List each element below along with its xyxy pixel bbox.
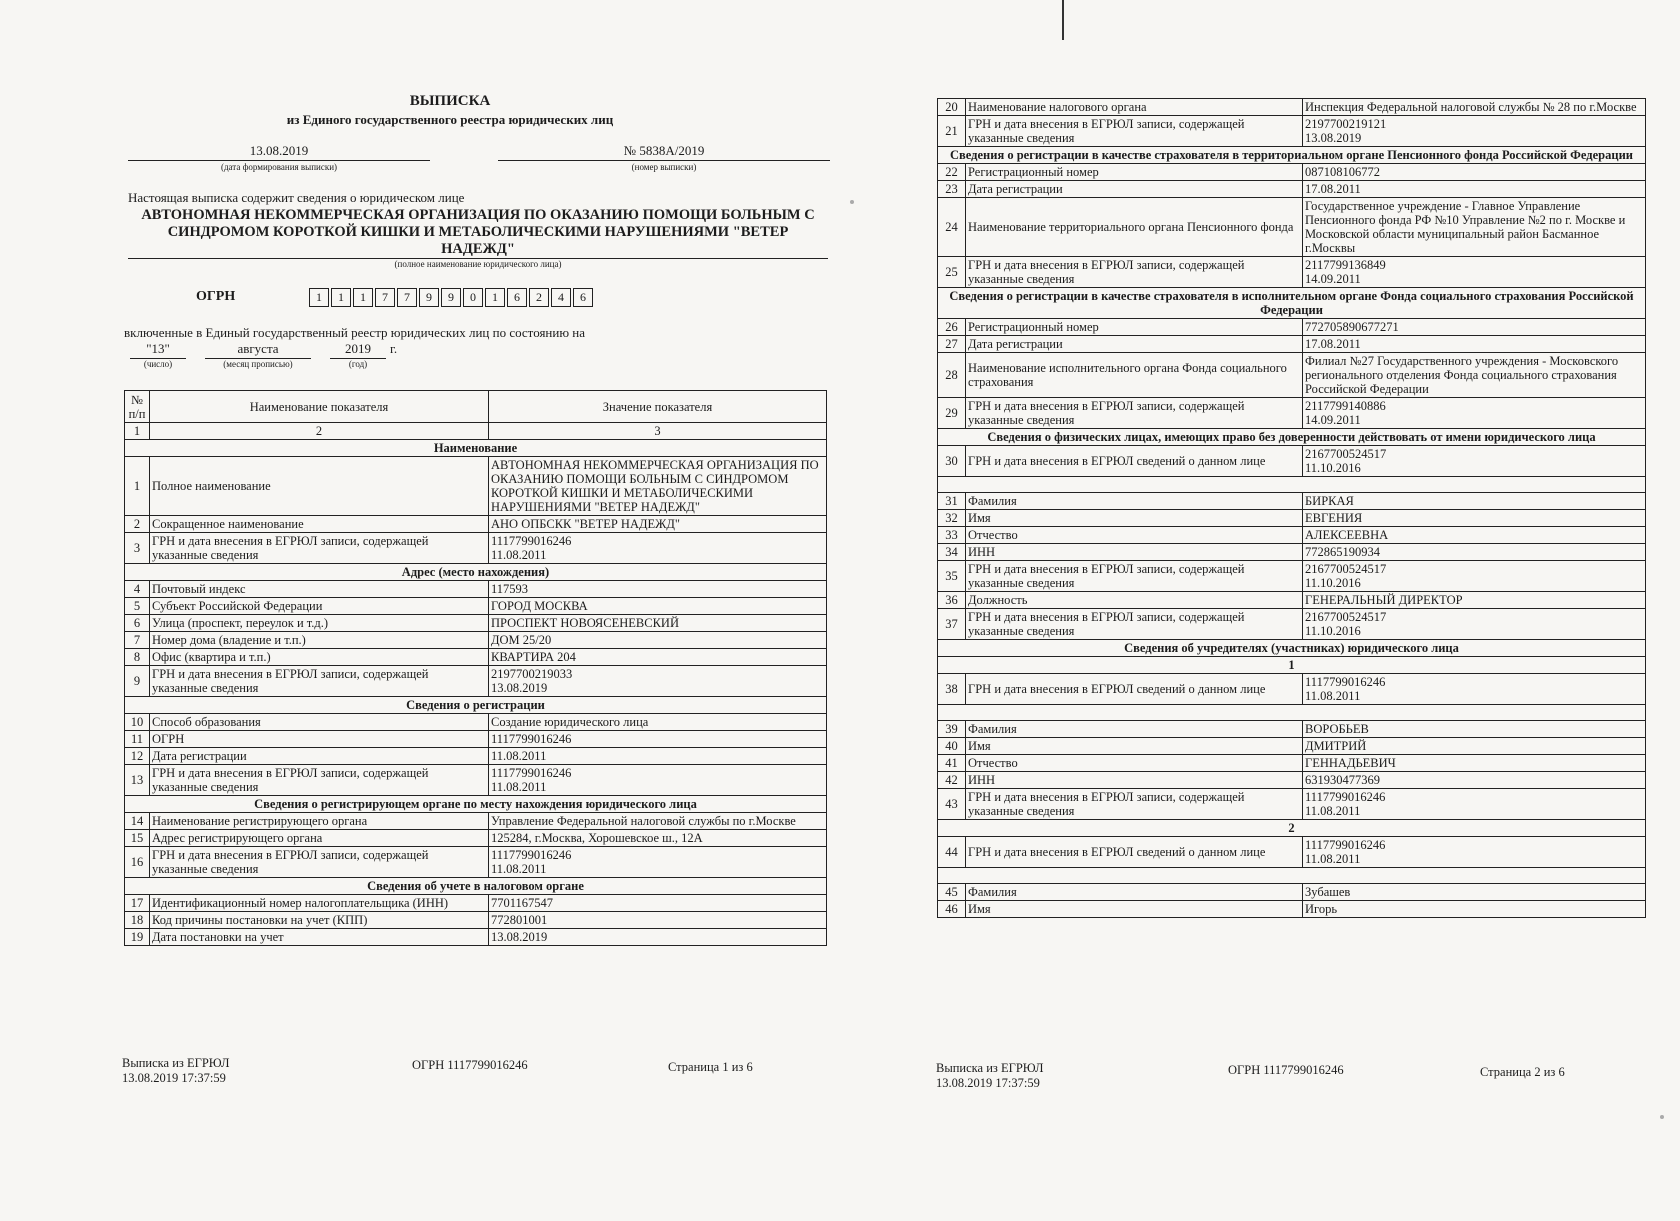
table-row: [938, 789, 1646, 820]
section-title: Сведения о регистрирующем органе по месту нахождения юридического лица: [125, 796, 827, 813]
indicator-name: Код причины постановки на учет (КПП): [150, 912, 489, 929]
table-row: [125, 533, 827, 564]
indicator-name: Имя: [966, 738, 1303, 755]
day-caption: (число): [143, 359, 173, 369]
column-index: 2: [150, 423, 489, 440]
section-title: 2: [938, 820, 1646, 837]
indicator-name: Дата постановки на учет: [150, 929, 489, 946]
table-row: [125, 731, 827, 748]
row-number: 40: [938, 738, 966, 755]
table-row: [938, 755, 1646, 772]
blank-row: [938, 705, 1646, 721]
indicator-name: Отчество: [966, 755, 1303, 772]
indicator-value: 1117799016246: [489, 731, 827, 748]
table-row: [125, 847, 827, 878]
section-header-row: [125, 440, 827, 457]
indicator-value: Зубашев: [1303, 884, 1646, 901]
indicator-value: 2117799140886 14.09.2011: [1303, 398, 1646, 429]
indicator-name: ГРН и дата внесения в ЕГРЮЛ записи, содержащей указанные сведения: [966, 116, 1303, 147]
footer-doc-info: [122, 1056, 230, 1086]
indicator-value: 087108106772: [1303, 164, 1646, 181]
page-2: [845, 0, 1680, 1221]
extract-number-caption: (номер выписки): [631, 162, 697, 172]
indicator-value: 772705890677271: [1303, 319, 1646, 336]
org-name-line: НАДЕЖД": [441, 241, 515, 257]
indicator-name: ГРН и дата внесения в ЕГРЮЛ записи, содержащей указанные сведения: [150, 765, 489, 796]
table-row: [125, 748, 827, 765]
indicator-name: Офис (квартира и т.п.): [150, 649, 489, 666]
indicator-name: Полное наименование: [150, 457, 489, 516]
doc-title: ВЫПИСКА: [409, 93, 491, 109]
indicator-value: КВАРТИРА 204: [489, 649, 827, 666]
indicator-value: ДМИТРИЙ: [1303, 738, 1646, 755]
indicator-name: Улица (проспект, переулок и т.д.): [150, 615, 489, 632]
column-index: 3: [489, 423, 827, 440]
ogrn-digit-box: 7: [397, 288, 417, 307]
row-number: 23: [938, 181, 966, 198]
state-day: "13": [130, 341, 186, 359]
section-header-row: [125, 878, 827, 895]
table-row: [938, 510, 1646, 527]
ogrn-digit-box: 2: [529, 288, 549, 307]
indicator-value: 11.08.2011: [489, 748, 827, 765]
table-row: [938, 674, 1646, 705]
section-title: Сведения о регистрации: [125, 697, 827, 714]
indicator-name: ИНН: [966, 544, 1303, 561]
table-row: [938, 446, 1646, 477]
indicator-name: Регистрационный номер: [966, 164, 1303, 181]
row-number: 21: [938, 116, 966, 147]
section-header-row: [938, 288, 1646, 319]
indicator-name: Имя: [966, 901, 1303, 918]
row-number: 44: [938, 837, 966, 868]
section-title: Наименование: [125, 440, 827, 457]
indicator-name: Фамилия: [966, 493, 1303, 510]
indicator-value: ЕВГЕНИЯ: [1303, 510, 1646, 527]
included-text: включенные в Единый государственный реестр юридических лиц по состоянию на: [124, 325, 586, 340]
indicator-value: ВОРОБЬЕВ: [1303, 721, 1646, 738]
indicator-name: ГРН и дата внесения в ЕГРЮЛ записи, содержащей указанные сведения: [150, 847, 489, 878]
indicator-value: 1117799016246 11.08.2011: [1303, 674, 1646, 705]
row-number: 7: [125, 632, 150, 649]
row-number: 26: [938, 319, 966, 336]
section-title: Сведения о регистрации в качестве страхователя в территориальном органе Пенсионного фонда Российской Федерации: [938, 147, 1646, 164]
row-number: 19: [125, 929, 150, 946]
table-row: [125, 714, 827, 731]
table-row: [938, 721, 1646, 738]
section-header-row: [938, 657, 1646, 674]
indicator-value: БИРКАЯ: [1303, 493, 1646, 510]
indicator-name: Наименование исполнительного органа Фонда социального страхования: [966, 353, 1303, 398]
org-name-caption: (полное наименование юридического лица): [394, 259, 562, 269]
indicator-value: ГЕНЕРАЛЬНЫЙ ДИРЕКТОР: [1303, 592, 1646, 609]
table-row: [938, 561, 1646, 592]
row-number: 37: [938, 609, 966, 640]
indicator-value: 772801001: [489, 912, 827, 929]
row-number: 30: [938, 446, 966, 477]
indicator-value: 2117799136849 14.09.2011: [1303, 257, 1646, 288]
indicator-name: ГРН и дата внесения в ЕГРЮЛ записи, содержащей указанные сведения: [966, 257, 1303, 288]
footer-ogrn: ОГРН 1117799016246: [412, 1058, 528, 1072]
indicator-value: ГОРОД МОСКВА: [489, 598, 827, 615]
row-number: 13: [125, 765, 150, 796]
month-caption: (месяц прописью): [223, 359, 293, 369]
indicator-name: Адрес регистрирующего органа: [150, 830, 489, 847]
table-row: [938, 738, 1646, 755]
table-row: [125, 912, 827, 929]
row-number: 27: [938, 336, 966, 353]
section-title: Адрес (место нахождения): [125, 564, 827, 581]
indicator-name: Дата регистрации: [150, 748, 489, 765]
row-number: 17: [125, 895, 150, 912]
indicator-value: 1117799016246 11.08.2011: [1303, 789, 1646, 820]
indicator-value: АНО ОПБСКК "ВЕТЕР НАДЕЖД": [489, 516, 827, 533]
indicator-value: 1117799016246 11.08.2011: [489, 847, 827, 878]
table-row: [938, 398, 1646, 429]
row-number: 9: [125, 666, 150, 697]
row-number: 39: [938, 721, 966, 738]
extract-date: 13.08.2019: [128, 143, 430, 161]
row-number: 11: [125, 731, 150, 748]
indicator-value: ДОМ 25/20: [489, 632, 827, 649]
row-number: 35: [938, 561, 966, 592]
ogrn-digit-box: 4: [551, 288, 571, 307]
ogrn-digit-box: 1: [309, 288, 329, 307]
blank-row: [938, 477, 1646, 493]
ogrn-label: ОГРН: [196, 289, 236, 304]
egrul-table-page-2: [937, 98, 1646, 918]
extract-number: № 5838А/2019: [498, 143, 830, 161]
table-row: [125, 649, 827, 666]
indicator-name: ГРН и дата внесения в ЕГРЮЛ записи, содержащей указанные сведения: [966, 398, 1303, 429]
table-index-row: [125, 423, 827, 440]
indicator-name: ИНН: [966, 772, 1303, 789]
indicator-name: Должность: [966, 592, 1303, 609]
header-indicator-name: Наименование показателя: [150, 391, 489, 423]
indicator-value: 17.08.2011: [1303, 336, 1646, 353]
indicator-name: ГРН и дата внесения в ЕГРЮЛ сведений о данном лице: [966, 674, 1303, 705]
table-row: [938, 609, 1646, 640]
table-row: [938, 99, 1646, 116]
indicator-value: ГЕННАДЬЕВИЧ: [1303, 755, 1646, 772]
table-row: [938, 319, 1646, 336]
indicator-value: 117593: [489, 581, 827, 598]
ogrn-digit-box: 1: [331, 288, 351, 307]
indicator-value: 2197700219121 13.08.2019: [1303, 116, 1646, 147]
table-row: [125, 615, 827, 632]
row-number: 6: [125, 615, 150, 632]
indicator-value: Филиал №27 Государственного учреждения - Московского регионального отделения Фонда социального страхования Российской Федерации: [1303, 353, 1646, 398]
blank-cell: [938, 477, 1646, 493]
doc-subtitle: из Единого государственного реестра юридических лиц: [286, 112, 614, 127]
row-number: 3: [125, 533, 150, 564]
row-number: 43: [938, 789, 966, 820]
table-header-row: [125, 391, 827, 423]
org-name-line: СИНДРОМОМ КОРОТКОЙ КИШКИ И МЕТАБОЛИЧЕСКИМИ НАРУШЕНИЯМИ "ВЕТЕР: [167, 224, 789, 240]
indicator-name: Почтовый индекс: [150, 581, 489, 598]
table-row: [125, 457, 827, 516]
indicator-name: Фамилия: [966, 721, 1303, 738]
table-row: [125, 830, 827, 847]
state-year: 2019: [330, 341, 386, 359]
table-row: [125, 598, 827, 615]
table-row: [938, 181, 1646, 198]
egrul-table-page-1: [124, 390, 827, 946]
indicator-value: 1117799016246 11.08.2011: [489, 765, 827, 796]
indicator-name: ОГРН: [150, 731, 489, 748]
indicator-name: ГРН и дата внесения в ЕГРЮЛ записи, содержащей указанные сведения: [966, 789, 1303, 820]
section-header-row: [938, 147, 1646, 164]
section-title: Сведения о регистрации в качестве страхователя в исполнительном органе Фонда социального страхования Российской Федерации: [938, 288, 1646, 319]
footer-doc-label: Выписка из ЕГРЮЛ: [122, 1056, 230, 1070]
row-number: 1: [125, 457, 150, 516]
ogrn-digit-box: 6: [573, 288, 593, 307]
blank-row: [938, 868, 1646, 884]
indicator-name: ГРН и дата внесения в ЕГРЮЛ сведений о данном лице: [966, 837, 1303, 868]
indicator-value: Создание юридического лица: [489, 714, 827, 731]
row-number: 15: [125, 830, 150, 847]
table-row: [938, 257, 1646, 288]
table-row: [125, 516, 827, 533]
indicator-name: ГРН и дата внесения в ЕГРЮЛ записи, содержащей указанные сведения: [966, 609, 1303, 640]
ogrn-digit-box: 6: [507, 288, 527, 307]
row-number: 8: [125, 649, 150, 666]
indicator-name: ГРН и дата внесения в ЕГРЮЛ сведений о данном лице: [966, 446, 1303, 477]
table-row: [938, 164, 1646, 181]
ogrn-digit-box: 9: [419, 288, 439, 307]
blank-cell: [938, 868, 1646, 884]
row-number: 41: [938, 755, 966, 772]
section-title: Сведения о физических лицах, имеющих право без доверенности действовать от имени юридического лица: [938, 429, 1646, 446]
table-row: [938, 884, 1646, 901]
indicator-value: Управление Федеральной налоговой службы по г.Москве: [489, 813, 827, 830]
row-number: 42: [938, 772, 966, 789]
row-number: 12: [125, 748, 150, 765]
table-row: [938, 592, 1646, 609]
row-number: 31: [938, 493, 966, 510]
indicator-name: Субъект Российской Федерации: [150, 598, 489, 615]
indicator-name: Отчество: [966, 527, 1303, 544]
row-number: 20: [938, 99, 966, 116]
section-header-row: [125, 564, 827, 581]
indicator-value: АЛЕКСЕЕВНА: [1303, 527, 1646, 544]
indicator-value: Инспекция Федеральной налоговой службы № 28 по г.Москве: [1303, 99, 1646, 116]
indicator-value: 2197700219033 13.08.2019: [489, 666, 827, 697]
row-number: 29: [938, 398, 966, 429]
table-row: [938, 901, 1646, 918]
row-number: 22: [938, 164, 966, 181]
table-row: [938, 527, 1646, 544]
indicator-name: Дата регистрации: [966, 336, 1303, 353]
row-number: 16: [125, 847, 150, 878]
intro-text: Настоящая выписка содержит сведения о юридическом лице: [128, 190, 465, 205]
indicator-name: Дата регистрации: [966, 181, 1303, 198]
row-number: 24: [938, 198, 966, 257]
section-title: Сведения об учредителях (участниках) юридического лица: [938, 640, 1646, 657]
table-row: [125, 632, 827, 649]
indicator-value: 13.08.2019: [489, 929, 827, 946]
section-title: 1: [938, 657, 1646, 674]
row-number: 36: [938, 592, 966, 609]
table-row: [125, 813, 827, 830]
row-number: 25: [938, 257, 966, 288]
indicator-value: 2167700524517 11.10.2016: [1303, 446, 1646, 477]
indicator-value: 1117799016246 11.08.2011: [489, 533, 827, 564]
indicator-name: Сокращенное наименование: [150, 516, 489, 533]
section-header-row: [938, 820, 1646, 837]
indicator-name: Номер дома (владение и т.п.): [150, 632, 489, 649]
year-suffix: г.: [390, 341, 398, 356]
header-indicator-value: Значение показателя: [489, 391, 827, 423]
table-row: [125, 581, 827, 598]
row-number: 18: [125, 912, 150, 929]
ogrn-digit-box: 9: [441, 288, 461, 307]
indicator-name: Наименование регистрирующего органа: [150, 813, 489, 830]
table-row: [938, 198, 1646, 257]
table-row: [125, 765, 827, 796]
indicator-name: ГРН и дата внесения в ЕГРЮЛ записи, содержащей указанные сведения: [150, 666, 489, 697]
indicator-name: Имя: [966, 510, 1303, 527]
section-header-row: [938, 640, 1646, 657]
table-row: [938, 116, 1646, 147]
org-name-line: АВТОНОМНАЯ НЕКОММЕРЧЕСКАЯ ОРГАНИЗАЦИЯ ПО ОКАЗАНИЮ ПОМОЩИ БОЛЬНЫМ С: [141, 207, 815, 223]
indicator-value: 1117799016246 11.08.2011: [1303, 837, 1646, 868]
row-number: 14: [125, 813, 150, 830]
footer-doc-label: Выписка из ЕГРЮЛ: [936, 1061, 1044, 1075]
blank-cell: [938, 705, 1646, 721]
footer-datetime: 13.08.2019 17:37:59: [122, 1071, 226, 1085]
ogrn-digit-box: 1: [485, 288, 505, 307]
org-full-name: [128, 207, 828, 259]
indicator-value: 125284, г.Москва, Хорошевское ш., 12А: [489, 830, 827, 847]
row-number: 46: [938, 901, 966, 918]
table-row: [125, 929, 827, 946]
row-number: 10: [125, 714, 150, 731]
row-number: 5: [125, 598, 150, 615]
header-num: № п/п: [125, 391, 150, 423]
indicator-value: 17.08.2011: [1303, 181, 1646, 198]
row-number: 28: [938, 353, 966, 398]
table-row: [938, 772, 1646, 789]
indicator-name: Фамилия: [966, 884, 1303, 901]
row-number: 2: [125, 516, 150, 533]
row-number: 34: [938, 544, 966, 561]
row-number: 33: [938, 527, 966, 544]
table-row: [938, 544, 1646, 561]
column-index: 1: [125, 423, 150, 440]
row-number: 32: [938, 510, 966, 527]
indicator-name: ГРН и дата внесения в ЕГРЮЛ записи, содержащей указанные сведения: [966, 561, 1303, 592]
table-row: [938, 336, 1646, 353]
ogrn-digit-box: 1: [353, 288, 373, 307]
section-header-row: [125, 796, 827, 813]
ogrn-digit-boxes: [309, 288, 595, 307]
state-month: августа: [205, 341, 311, 359]
indicator-value: 7701167547: [489, 895, 827, 912]
indicator-value: 2167700524517 11.10.2016: [1303, 609, 1646, 640]
section-header-row: [125, 697, 827, 714]
table-row: [938, 353, 1646, 398]
year-caption: (год): [348, 359, 368, 369]
footer-page-number: Страница 1 из 6: [668, 1060, 753, 1074]
extract-date-caption: (дата формирования выписки): [220, 162, 338, 172]
indicator-name: Способ образования: [150, 714, 489, 731]
ogrn-digit-box: 7: [375, 288, 395, 307]
indicator-value: ПРОСПЕКТ НОВОЯСЕНЕВСКИЙ: [489, 615, 827, 632]
table-row: [125, 666, 827, 697]
indicator-value: 631930477369: [1303, 772, 1646, 789]
indicator-value: Игорь: [1303, 901, 1646, 918]
indicator-value: Государственное учреждение - Главное Управление Пенсионного фонда РФ №10 Управление №2 по г. Москве и Московской области муниципальный район Басманное г.Москвы: [1303, 198, 1646, 257]
table-row: [125, 895, 827, 912]
row-number: 45: [938, 884, 966, 901]
row-number: 4: [125, 581, 150, 598]
indicator-name: Наименование территориального органа Пенсионного фонда: [966, 198, 1303, 257]
section-title: Сведения об учете в налоговом органе: [125, 878, 827, 895]
table-row: [938, 493, 1646, 510]
ogrn-digit-box: 0: [463, 288, 483, 307]
indicator-value: 772865190934: [1303, 544, 1646, 561]
indicator-value: АВТОНОМНАЯ НЕКОММЕРЧЕСКАЯ ОРГАНИЗАЦИЯ ПО ОКАЗАНИЮ ПОМОЩИ БОЛЬНЫМ С СИНДРОМОМ КОРОТКОЙ КИШКИ И МЕТАБОЛИЧЕСКИМИ НАРУШЕНИЯМИ "ВЕТЕР НАДЕЖД": [489, 457, 827, 516]
indicator-value: 2167700524517 11.10.2016: [1303, 561, 1646, 592]
section-header-row: [938, 429, 1646, 446]
indicator-name: Регистрационный номер: [966, 319, 1303, 336]
footer-datetime: 13.08.2019 17:37:59: [936, 1076, 1040, 1090]
row-number: 38: [938, 674, 966, 705]
indicator-name: ГРН и дата внесения в ЕГРЮЛ записи, содержащей указанные сведения: [150, 533, 489, 564]
footer-ogrn: ОГРН 1117799016246: [1228, 1063, 1344, 1077]
footer-doc-info: [936, 1061, 1044, 1091]
footer-page-number: Страница 2 из 6: [1480, 1065, 1565, 1079]
table-row: [938, 837, 1646, 868]
indicator-name: Идентификационный номер налогоплательщика (ИНН): [150, 895, 489, 912]
indicator-name: Наименование налогового органа: [966, 99, 1303, 116]
